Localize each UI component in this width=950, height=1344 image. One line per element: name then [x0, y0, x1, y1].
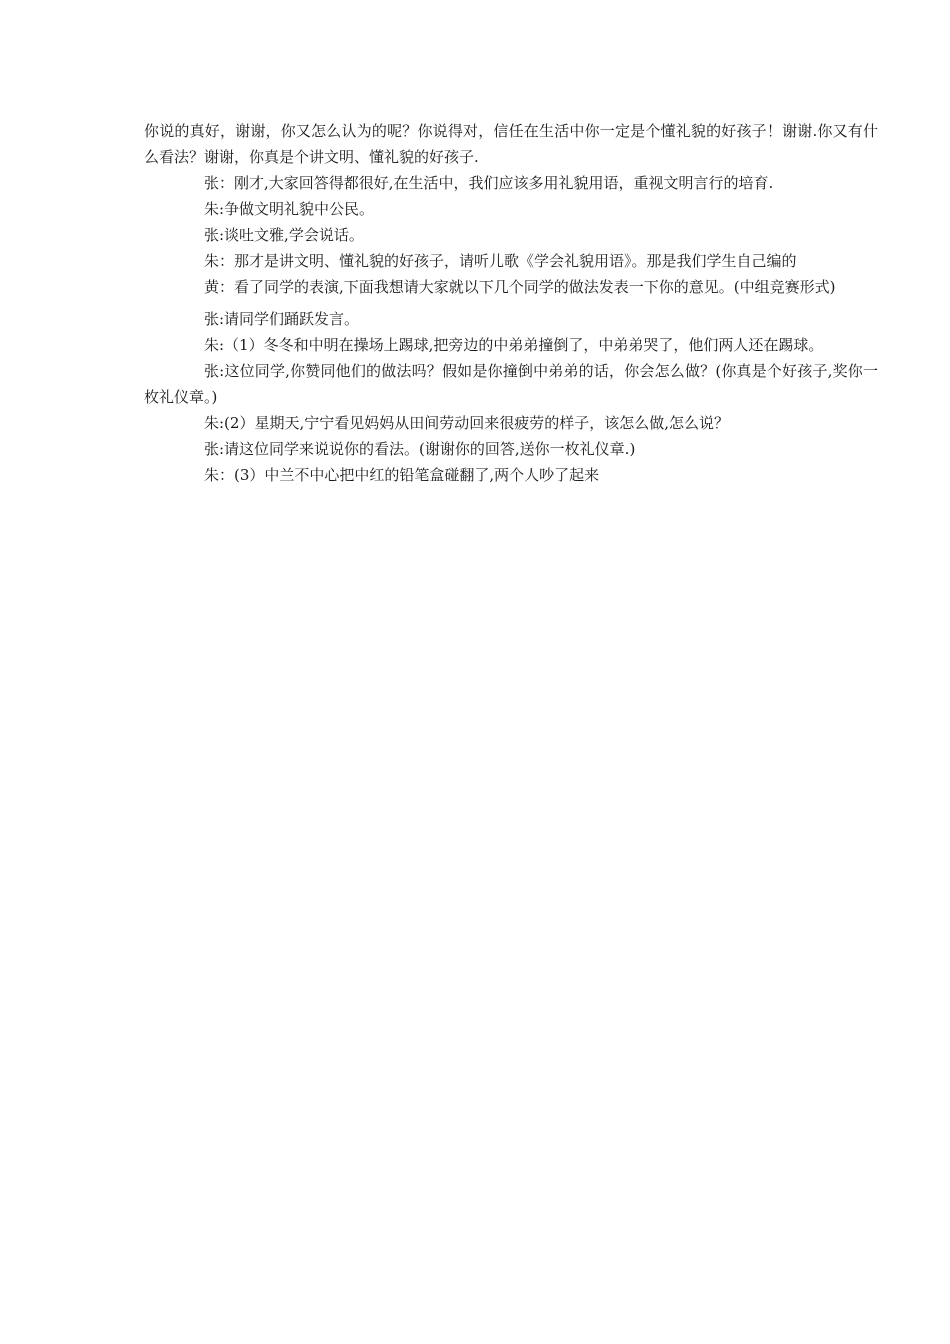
paragraph-zhu-civilized-citizen: 朱:争做文明礼貌中公民。	[204, 200, 375, 218]
paragraph-zhang-invite-speech: 张:请同学们踊跃发言。	[204, 310, 360, 328]
paragraph-zhu-case-2: 朱:(2）星期天,宁宁看见妈妈从田间劳动回来很疲劳的样子，该怎么做,怎么说？	[204, 414, 729, 432]
paragraph-zhang-case-2-response: 张:请这位同学来说说你的看法。(谢谢你的回答,送你一枚礼仪章.)	[204, 440, 636, 458]
paragraph-zhu-case-3: 朱：(3）中兰不中心把中红的铅笔盒碰翻了,两个人吵了起来	[204, 466, 600, 484]
paragraph-zhu-case-1: 朱:（1）冬冬和中明在操场上踢球,把旁边的中弟弟撞倒了，中弟弟哭了，他们两人还在踢球。	[204, 336, 824, 354]
paragraph-zhang-speak-elegantly: 张:谈吐文雅,学会说话。	[204, 226, 364, 244]
document-body	[144, 118, 878, 488]
paragraph-opening: 你说的真好，谢谢，你又怎么认为的呢？你说得对，信任在生活中你一定是个懂礼貌的好孩子！谢谢.你又有什么看法？谢谢，你真是个讲文明、懂礼貌的好孩子.	[144, 122, 878, 166]
paragraph-zhu-nursery-rhyme: 朱：那才是讲文明、懂礼貌的好孩子，请听儿歌《学会礼貌用语》。那是我们学生自己编的	[204, 252, 797, 270]
paragraph-zhang-polite-words: 张：刚才,大家回答得都很好,在生活中，我们应该多用礼貌用语，重视文明言行的培育.	[204, 174, 774, 192]
paragraph-huang-discussion: 黄：看了同学的表演,下面我想请大家就以下几个同学的做法发表一下你的意见。(中组竞赛形式)	[204, 278, 836, 296]
paragraph-zhang-case-1-response: 张:这位同学,你赞同他们的做法吗？假如是你撞倒中弟弟的话，你会怎么做？(你真是个好孩子,奖你一枚礼仪章。)	[144, 362, 878, 406]
